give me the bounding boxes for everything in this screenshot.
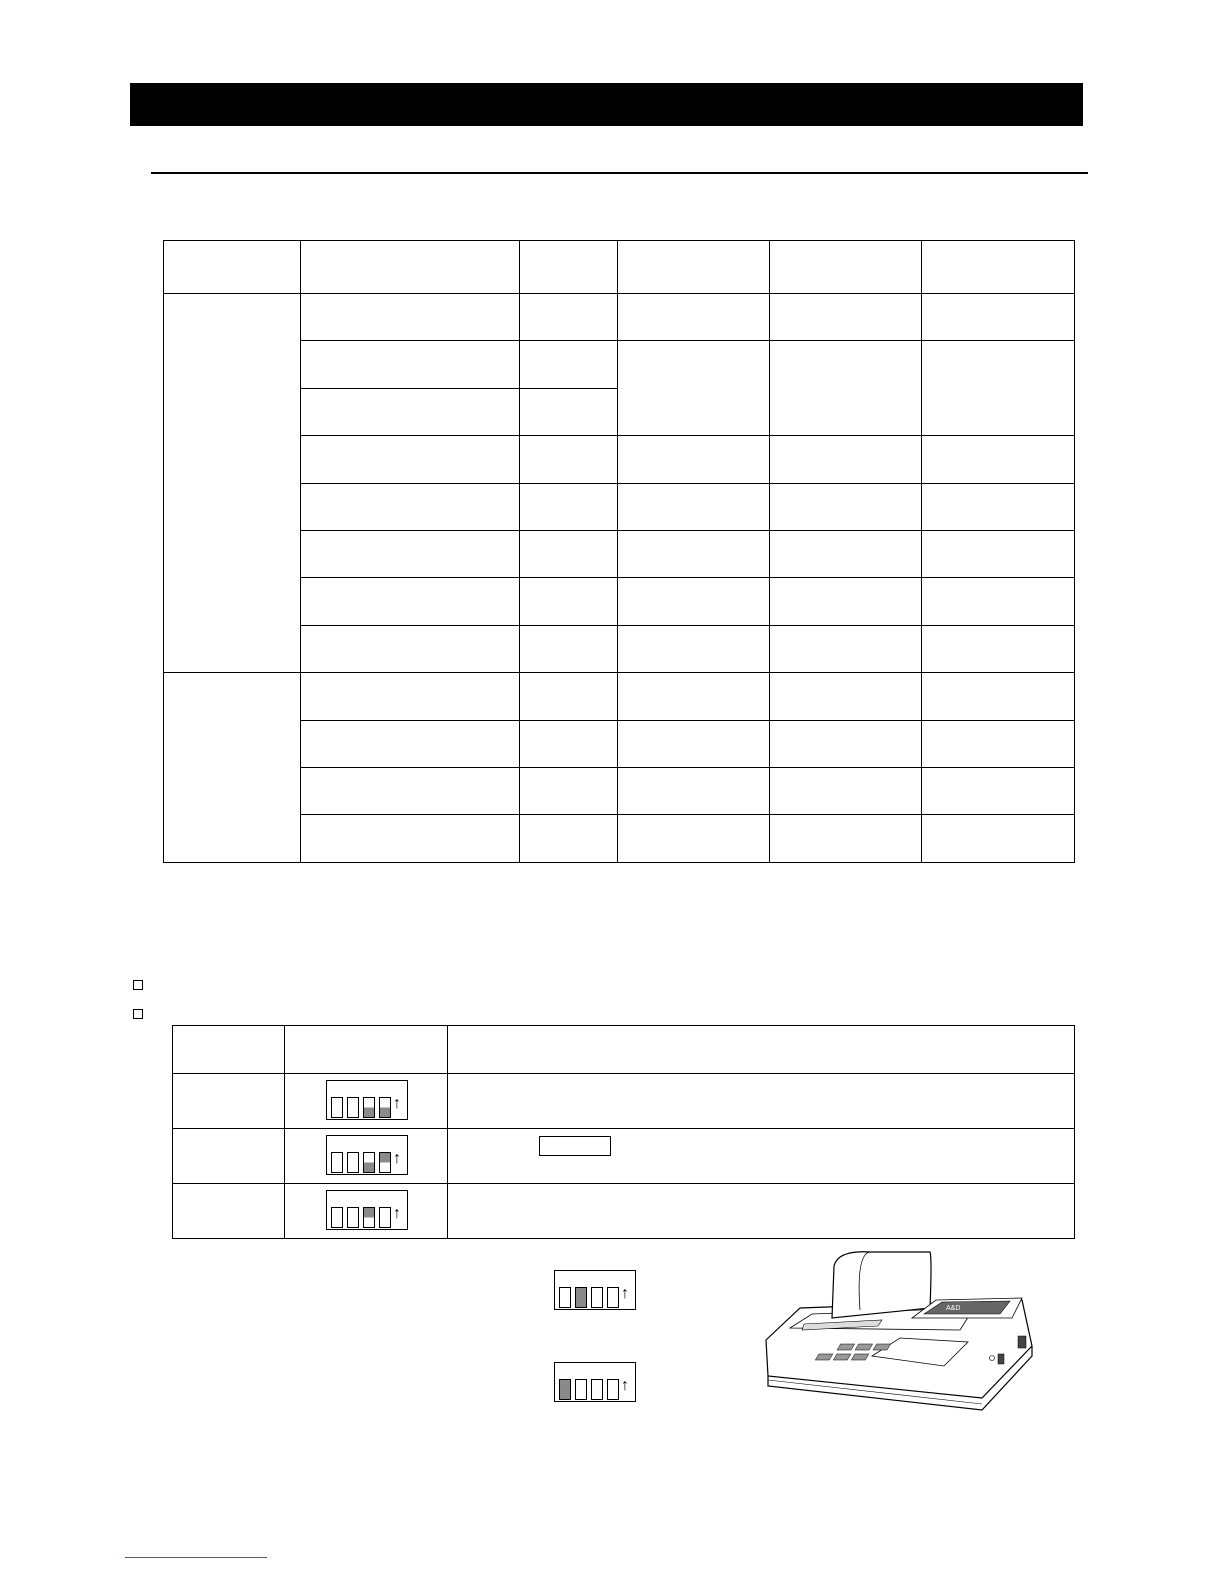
dip-switch-lever	[379, 1097, 391, 1118]
dip-switch-lever	[575, 1379, 587, 1400]
table-cell	[922, 483, 1075, 530]
dip-switch-lever	[559, 1379, 571, 1400]
printer-illustration	[760, 1248, 1040, 1418]
table-cell	[618, 341, 770, 436]
dip-switch-lever	[363, 1152, 375, 1173]
table-cell	[301, 720, 520, 767]
description-cell	[448, 1184, 1075, 1239]
dip-switch-lever	[379, 1207, 391, 1228]
table-cell	[770, 720, 922, 767]
table-cell	[618, 436, 770, 483]
header-cell	[164, 241, 301, 294]
mode-table	[172, 1025, 1075, 1239]
dip-switch-lever	[363, 1097, 375, 1118]
table-cell	[301, 625, 520, 672]
table-cell	[618, 531, 770, 578]
table-cell	[618, 483, 770, 530]
up-arrow-icon: ↑	[393, 1095, 401, 1112]
header-cell	[618, 241, 770, 294]
dip-switch-lever	[379, 1152, 391, 1173]
table-cell	[770, 483, 922, 530]
dip-switch	[554, 1270, 636, 1310]
table-cell	[301, 294, 520, 341]
table-row	[164, 625, 1075, 672]
dip-switch-lever	[591, 1287, 603, 1308]
table-row	[164, 294, 1075, 341]
table-cell	[520, 483, 618, 530]
dip-switch-cell	[285, 1129, 448, 1184]
table-row	[164, 341, 1075, 388]
group-cell	[164, 294, 301, 673]
table-cell	[301, 578, 520, 625]
table-cell	[618, 625, 770, 672]
table-row	[164, 531, 1075, 578]
table-cell	[770, 531, 922, 578]
table-header-row	[164, 241, 1075, 294]
table-cell	[301, 531, 520, 578]
description-cell	[448, 1129, 1075, 1184]
mode-cell	[173, 1129, 285, 1184]
dip-switch-lever	[607, 1287, 619, 1308]
dip-switch-cell	[285, 1074, 448, 1129]
table-cell	[520, 720, 618, 767]
up-arrow-icon: ↑	[393, 1150, 401, 1167]
dip-switch	[326, 1080, 408, 1120]
description-cell	[448, 1074, 1075, 1129]
header-cell	[285, 1026, 448, 1074]
footer-link-underline[interactable]	[125, 1557, 267, 1558]
table-row	[164, 578, 1075, 625]
mode-cell	[173, 1184, 285, 1239]
dip-switch-lever	[575, 1287, 587, 1308]
header-cell	[173, 1026, 285, 1074]
table-cell	[520, 578, 618, 625]
table-cell	[922, 341, 1075, 436]
up-arrow-icon: ↑	[393, 1205, 401, 1222]
table-cell	[922, 673, 1075, 720]
table-cell	[301, 815, 520, 863]
table-cell	[770, 625, 922, 672]
table-cell	[922, 531, 1075, 578]
dip-switch-lever	[347, 1097, 359, 1118]
table-cell	[301, 673, 520, 720]
table-cell	[520, 625, 618, 672]
table-cell	[520, 436, 618, 483]
table-cell	[520, 531, 618, 578]
up-arrow-icon: ↑	[621, 1377, 629, 1394]
dip-switch-lever	[331, 1152, 343, 1173]
table-cell	[520, 388, 618, 435]
table-cell	[770, 815, 922, 863]
table-row	[164, 815, 1075, 863]
dip-switch	[326, 1190, 408, 1230]
dip-switch-lever	[331, 1207, 343, 1228]
dip-switch	[326, 1135, 408, 1175]
section-rule	[151, 172, 1088, 174]
settings-table	[163, 240, 1075, 863]
dip-switch-lever	[363, 1207, 375, 1228]
table-cell	[922, 294, 1075, 341]
table-cell	[520, 294, 618, 341]
dip-switch-lever	[331, 1097, 343, 1118]
table-cell	[618, 673, 770, 720]
bullet-square	[133, 1009, 143, 1019]
table-cell	[618, 768, 770, 815]
table-cell	[922, 625, 1075, 672]
header-cell	[922, 241, 1075, 294]
mode-cell	[173, 1074, 285, 1129]
key-box	[539, 1136, 611, 1156]
table-cell	[618, 815, 770, 863]
table-cell	[301, 341, 520, 388]
table-row	[164, 720, 1075, 767]
up-arrow-icon: ↑	[621, 1285, 629, 1302]
table-cell	[520, 341, 618, 388]
chapter-title-bar	[130, 83, 1083, 126]
table-cell	[520, 768, 618, 815]
table-row	[164, 768, 1075, 815]
table-cell	[922, 768, 1075, 815]
bullet-square	[133, 980, 143, 990]
header-cell	[770, 241, 922, 294]
header-cell	[448, 1026, 1075, 1074]
table-row	[164, 436, 1075, 483]
table-cell	[301, 388, 520, 435]
table-row	[173, 1184, 1075, 1239]
dip-switch	[554, 1362, 636, 1402]
table-cell	[922, 436, 1075, 483]
dip-switch-lever	[607, 1379, 619, 1400]
dip-switch-lever	[347, 1152, 359, 1173]
group-cell	[164, 673, 301, 863]
table-cell	[770, 341, 922, 436]
table-cell	[770, 578, 922, 625]
dip-switch-lever	[591, 1379, 603, 1400]
dip-switch-cell	[285, 1184, 448, 1239]
table-row	[164, 673, 1075, 720]
header-cell	[520, 241, 618, 294]
printer-logo-text: A&D	[946, 1305, 961, 1312]
table-cell	[301, 483, 520, 530]
table-cell	[618, 578, 770, 625]
table-cell	[922, 578, 1075, 625]
table-row	[173, 1074, 1075, 1129]
table-cell	[770, 294, 922, 341]
table-cell	[520, 673, 618, 720]
table-cell	[618, 294, 770, 341]
table-row	[164, 483, 1075, 530]
table-cell	[922, 815, 1075, 863]
table-header-row	[173, 1026, 1075, 1074]
table-row	[173, 1129, 1075, 1184]
dip-switch-lever	[347, 1207, 359, 1228]
table-cell	[520, 815, 618, 863]
table-cell	[922, 720, 1075, 767]
table-cell	[301, 436, 520, 483]
table-cell	[618, 720, 770, 767]
table-cell	[770, 436, 922, 483]
dip-switch-lever	[559, 1287, 571, 1308]
table-cell	[770, 768, 922, 815]
table-cell	[770, 673, 922, 720]
header-cell	[301, 241, 520, 294]
table-cell	[301, 768, 520, 815]
